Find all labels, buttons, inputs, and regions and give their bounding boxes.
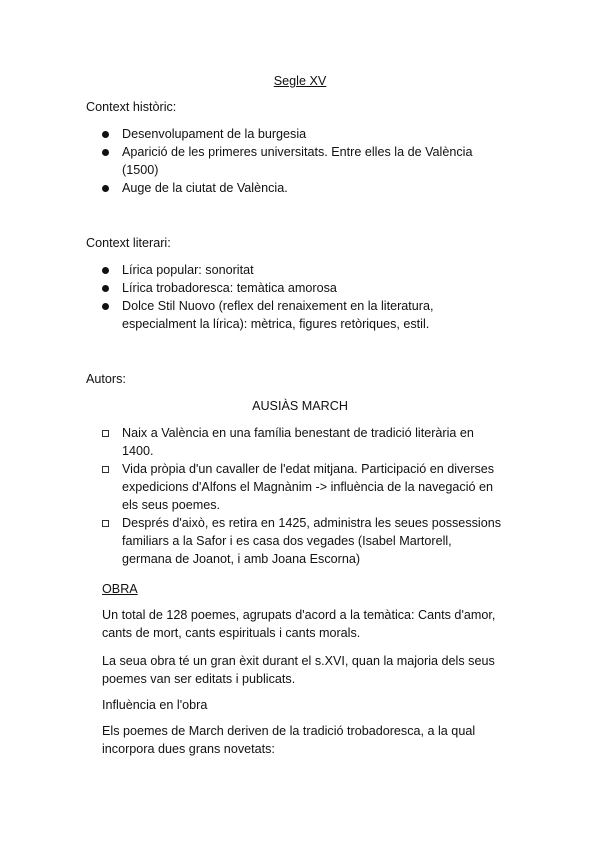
list-item: Lírica popular: sonoritat xyxy=(102,261,502,279)
list-item: Vida pròpia d'un cavaller de l'edat mitjana. Participació en diverses expedicions d'Alfons el Magnànim -> influència de la navegació en els seus poemes. xyxy=(102,460,502,514)
bullet-icon xyxy=(102,261,116,279)
obra-paragraph-3: Els poemes de March deriven de la tradició trobadoresca, a la qual incorpora dues grans novetats: xyxy=(102,724,476,756)
list-item: Desenvolupament de la burgesia xyxy=(102,125,502,143)
list-item: Aparició de les primeres universitats. Entre elles la de València (1500) xyxy=(102,143,502,179)
autors-heading: Autors: xyxy=(86,372,126,386)
author-name: AUSIÀS MARCH xyxy=(252,399,348,413)
list-item: Auge de la ciutat de València. xyxy=(102,179,502,197)
square-bullet-icon xyxy=(102,460,116,478)
context-historic-list xyxy=(102,125,502,197)
influence-heading: Influència en l'obra xyxy=(102,698,208,712)
obra-heading: OBRA xyxy=(102,582,138,596)
obra-paragraph-2: La seua obra té un gran èxit durant el s.XVI, quan la majoria dels seus poemes van ser editats i publicats. xyxy=(102,654,495,686)
context-literari-heading: Context literari: xyxy=(86,236,171,250)
bullet-icon xyxy=(102,297,116,315)
bullet-icon xyxy=(102,279,116,297)
square-bullet-icon xyxy=(102,424,116,442)
context-historic-heading: Context històric: xyxy=(86,100,177,114)
context-literari-list xyxy=(102,261,502,333)
list-item: Lírica trobadoresca: temàtica amorosa xyxy=(102,279,502,297)
list-item: Després d'això, es retira en 1425, administra les seues possessions familiars a la Safor i es casa dos vegades (Isabel Martorell, germana de Joanot, i amb Joana Escorna) xyxy=(102,514,502,568)
square-bullet-icon xyxy=(102,514,116,532)
author-bio-list xyxy=(102,424,502,568)
bullet-icon xyxy=(102,143,116,161)
list-item: Dolce Stil Nuovo (reflex del renaixement en la literatura, especialment la lírica): mètrica, figures retòriques, estil. xyxy=(102,297,502,333)
bullet-icon xyxy=(102,179,116,197)
bullet-icon xyxy=(102,125,116,143)
list-item: Naix a València en una família benestant de tradició literària en 1400. xyxy=(102,424,502,460)
obra-paragraph-1: Un total de 128 poemes, agrupats d'acord a la temàtica: Cants d'amor, cants de mort, cants espirituals i cants morals. xyxy=(102,608,496,640)
page-title: Segle XV xyxy=(273,74,327,88)
